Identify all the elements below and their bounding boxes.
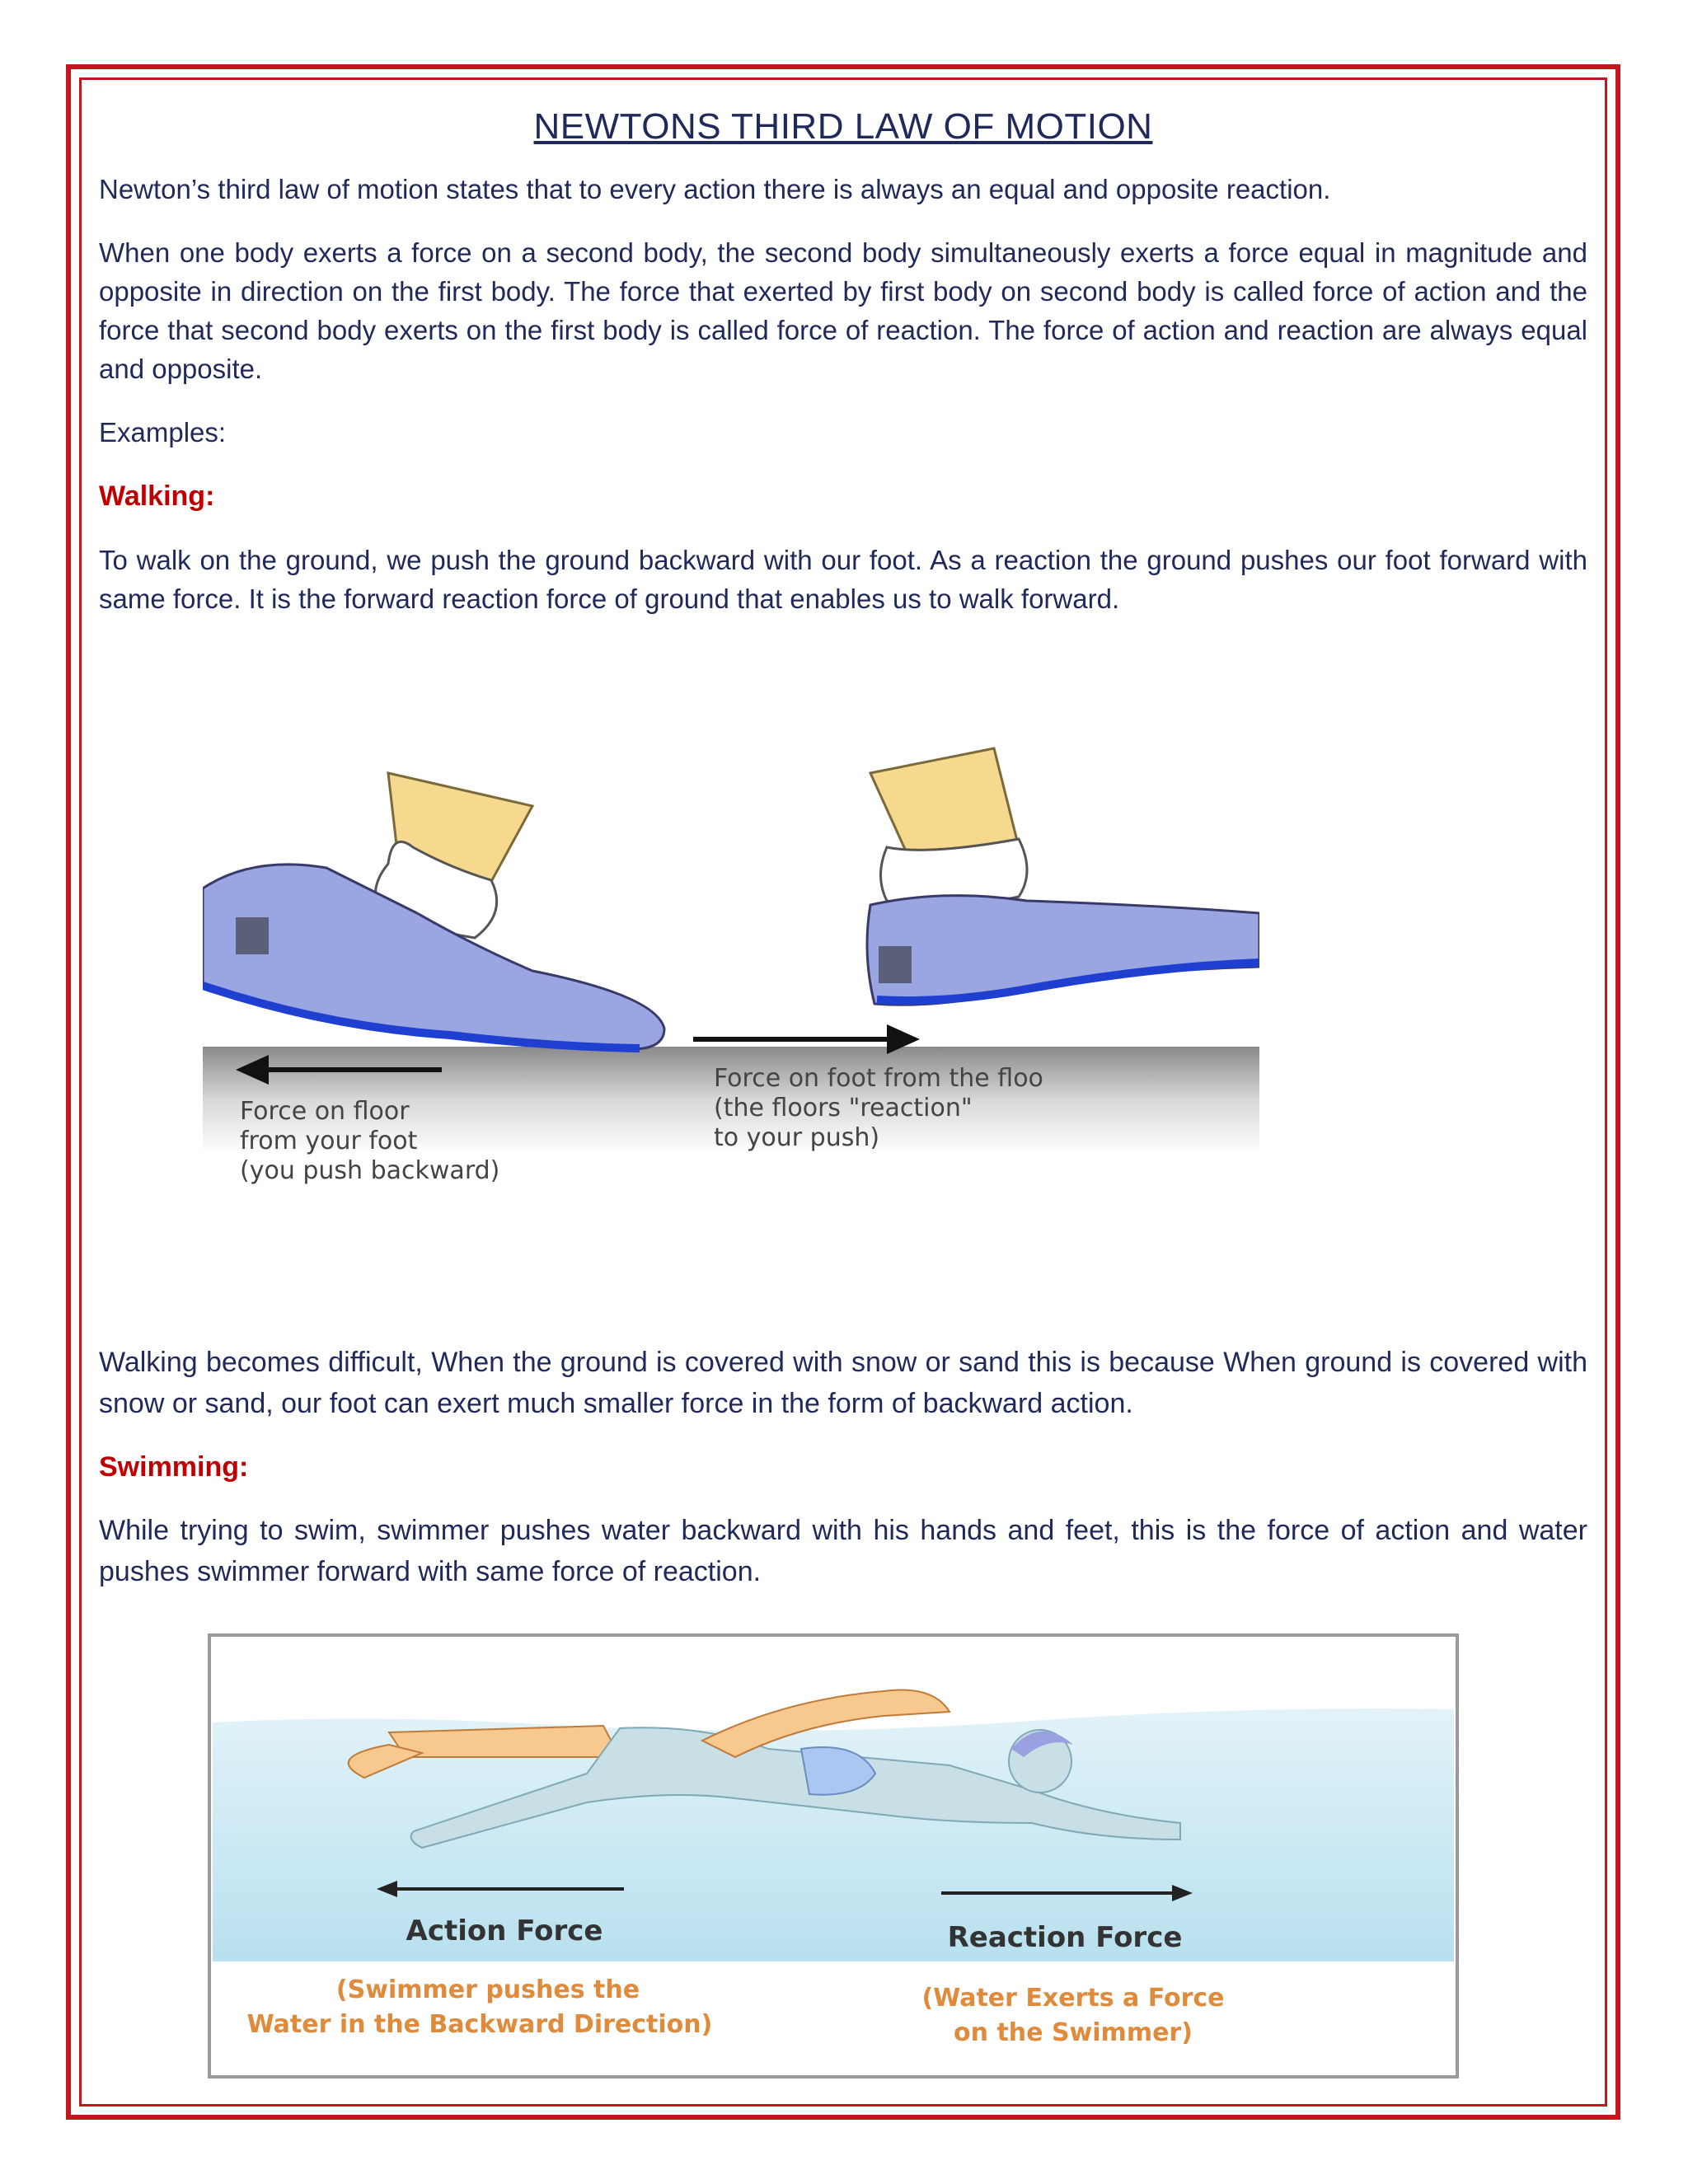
walking-paragraph: To walk on the ground, we push the ground backward with our foot. As a reaction the ground pushes our foot forward with same force. It is the forward reaction force of ground that enables us to walk forward. — [99, 545, 1587, 614]
swimming-heading: Swimming: — [99, 1451, 249, 1483]
right-caption-line-3: to your push) — [714, 1123, 880, 1152]
swimming-paragraph: While trying to swim, swimmer pushes water backward with his hands and feet, this is the force of action and water pushes swimmer forward with same force of reaction. — [99, 1515, 1587, 1587]
document-content — [99, 97, 1587, 618]
walking-heading: Walking: — [99, 480, 215, 512]
examples-label: Examples: — [99, 417, 227, 448]
intro-paragraph: Newton’s third law of motion states that to every action there is always an equal and opposite reaction. — [99, 174, 1331, 204]
action-note-line-2: Water in the Backward Direction) — [246, 2010, 713, 2039]
right-caption-line-1: Force on foot from the floo — [714, 1064, 1043, 1093]
walking-followup-paragraph: Walking becomes difficult, When the ground is covered with snow or sand this is because When ground is covered with snow or sand, our foot can exert much smaller force in the form of backward action. — [99, 1347, 1587, 1419]
reaction-force-label: Reaction Force — [947, 1921, 1183, 1954]
action-force-label: Action Force — [406, 1915, 603, 1947]
swimming-figure — [208, 1633, 1459, 2079]
right-shoe — [867, 896, 1259, 1005]
document-content-lower — [99, 1342, 1587, 1592]
right-shoe-heel — [879, 946, 912, 983]
walking-figure — [203, 724, 1259, 1185]
reaction-note-line-2: on the Swimmer) — [954, 2018, 1193, 2047]
left-shoe-heel — [236, 917, 269, 954]
page-title: NEWTONS THIRD LAW OF MOTION — [533, 106, 1153, 147]
left-caption-line-1: Force on floor — [240, 1097, 410, 1126]
reaction-note-line-1: (Water Exerts a Force — [921, 1984, 1225, 2013]
left-caption-line-2: from your foot — [240, 1127, 418, 1155]
action-note-line-1: (Swimmer pushes the — [335, 1975, 640, 2004]
right-caption-line-2: (the floors "reaction" — [714, 1094, 973, 1122]
left-caption-line-3: (you push backward) — [240, 1156, 500, 1185]
explanation-paragraph: When one body exerts a force on a second body, the second body simultaneously exerts a force equal in magnitude and opposite in direction on the first body. The force that exerted by first body on second body is called force of action and the force that second body exerts on the first body is called force of reaction. The force of action and reaction are always equal and opposite. — [99, 237, 1587, 384]
